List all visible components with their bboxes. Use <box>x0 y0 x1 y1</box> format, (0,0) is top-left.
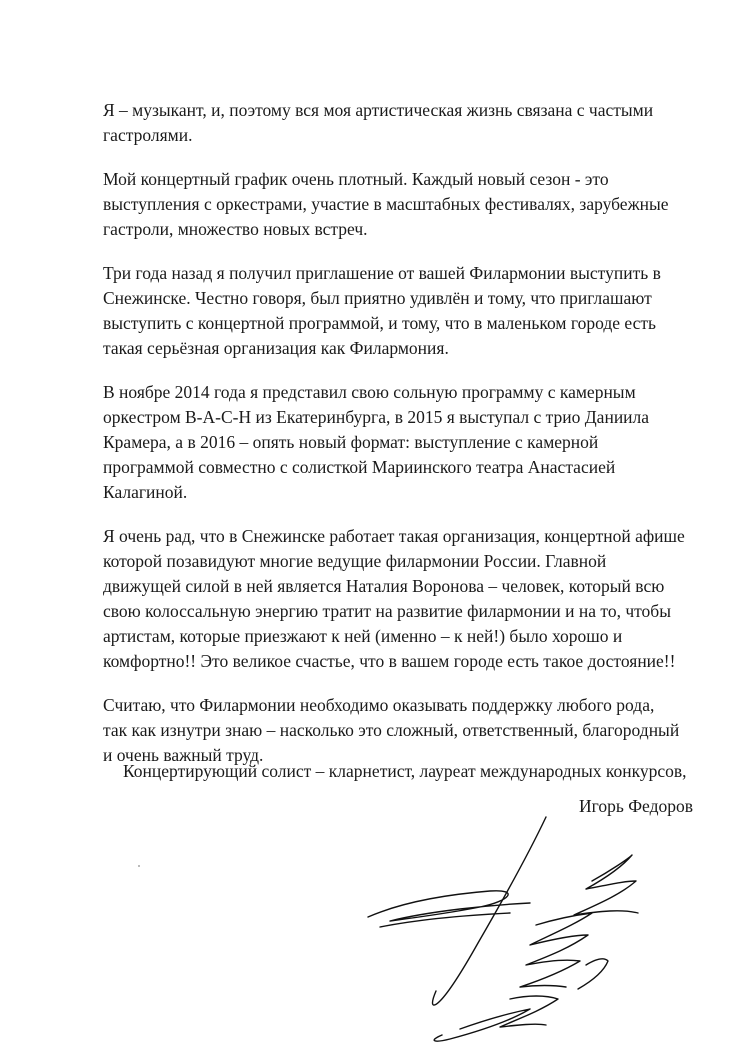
text-line: выступить с концертной программой, и тому, что в маленьком городе есть <box>103 313 657 333</box>
signature-stroke <box>574 855 638 915</box>
text-line: комфортно!! Это великое счастье, что в вашем городе есть такое достояние!! <box>103 651 676 671</box>
signature-stroke <box>500 996 558 1027</box>
handwritten-signature <box>360 815 660 1047</box>
paragraph <box>103 167 713 242</box>
closing-line: Концертирующий солист – кларнетист, лауреат международных конкурсов, <box>123 761 687 781</box>
text-line: артистам, которые приезжают к ней (именно – к ней!) было хорошо и <box>103 626 623 646</box>
text-line: Мой концертный график очень плотный. Каждый новый сезон - это <box>103 169 609 189</box>
signature-stroke <box>578 959 608 989</box>
text-line: выступления с оркестрами, участие в масштабных фестивалях, зарубежные <box>103 194 669 214</box>
text-line: Считаю, что Филармонии необходимо оказывать поддержку любого рода, <box>103 695 655 715</box>
text-line: Я очень рад, что в Снежинске работает такая организация, концертной афише <box>103 526 685 546</box>
signature-stroke <box>520 913 592 987</box>
paragraph <box>103 524 713 674</box>
text-line: так как изнутри знаю – насколько это сложный, ответственный, благородный <box>103 720 680 740</box>
paragraph <box>103 380 713 505</box>
text-line: которой позавидуют многие ведущие филармонии России. Главной <box>103 551 607 571</box>
scan-speck <box>138 865 140 867</box>
text-line: и очень важный труд. <box>103 745 264 765</box>
text-line: Снежинске. Честно говоря, был приятно удивлён и тому, что приглашают <box>103 288 652 308</box>
paragraph <box>103 693 713 768</box>
text-line: свою колоссальную энергию тратит на развитие филармонии и на то, чтобы <box>103 601 671 621</box>
text-line: Три года назад я получил приглашение от вашей Филармонии выступить в <box>103 263 661 283</box>
text-line: Калагиной. <box>103 482 188 502</box>
paragraph <box>103 261 713 361</box>
signature-stroke <box>433 817 546 1005</box>
text-line: В ноябре 2014 года я представил свою сольную программу с камерным <box>103 382 636 402</box>
text-line: движущей силой в ней является Наталия Воронова – человек, который всю <box>103 576 665 596</box>
letter-body <box>103 98 713 787</box>
text-line: гастролями. <box>103 125 193 145</box>
text-line: такая серьёзная организация как Филармония. <box>103 338 449 358</box>
text-line: программой совместно с солисткой Мариинского театра Анастасией <box>103 457 616 477</box>
paragraph <box>103 98 713 148</box>
text-line: оркестром B-A-C-H из Екатеринбурга, в 2015 я выступал с трио Даниила <box>103 407 650 427</box>
text-line: Я – музыкант, и, поэтому вся моя артистическая жизнь связана с частыми <box>103 100 654 120</box>
signer-name: Игорь Федоров <box>578 796 693 816</box>
text-line: Крамера, а в 2016 – опять новый формат: выступление с камерной <box>103 432 599 452</box>
text-line: гастроли, множество новых встреч. <box>103 219 368 239</box>
